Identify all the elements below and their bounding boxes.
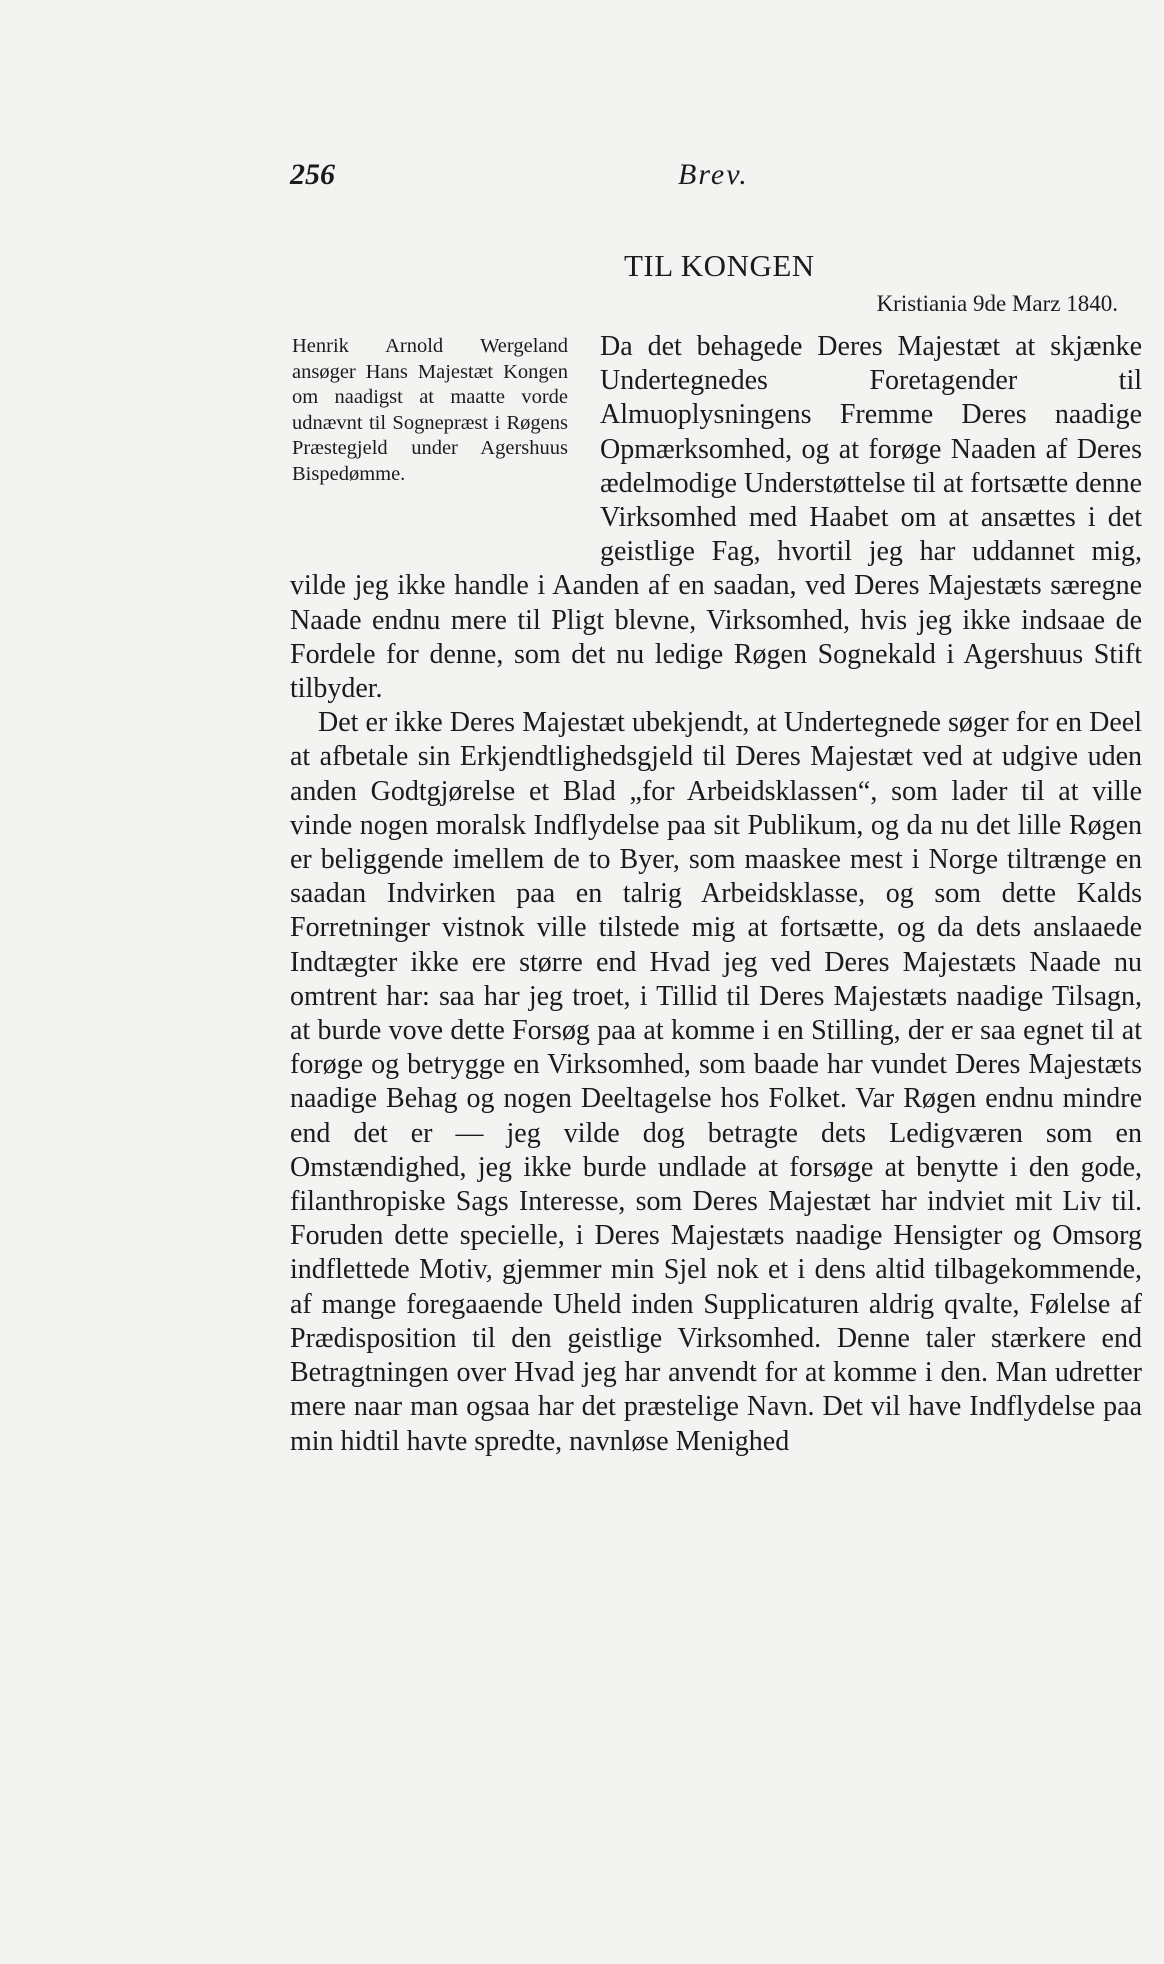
running-head [290,158,1140,198]
paragraph-1: Da det behagede Deres Majestæt at skjænke Undertegnedes Foretagender til Almuoplysningens Fremme Deres naadige Opmærksomhed, og at forøge Naaden af Deres ædelmodige Understøttelse til at fortsætte denne Virksomhed med Haabet om at ansættes i det geistlige Fag, hvortil jeg har uddannet mig, vilde jeg ikke handle i Aanden af en saadan, ved Deres Majestæts særegne Naade endnu mere til Pligt blevne, Virksomhed, hvis jeg ikke indsaae de Fordele for denne, som det nu ledige Røgen Sognekald i Agershuus Stift tilbyder. [290,331,1142,705]
margin-note: Henrik Arnold Wergeland ansøger Hans Majestæt Kongen om naadigst at maatte vorde udnævnt til Sognepræst i Røgens Præstegjeld under Agershuus Bispedømme. [292,335,568,485]
margin-note-space [290,330,600,563]
letter-dateline: Kristiania 9de Marz 1840. [876,291,1118,316]
page-number: 256 [290,158,335,191]
paragraph-2: Det er ikke Deres Majestæt ubekjendt, at Undertegnede søger for en Deel at afbetale sin Erkjendtlighedsgjeld til Deres Majestæt ved at udgive uden anden Godtgjørelse et Blad „for Arbeidsklassen“, som lader til at ville vinde nogen moralsk Indflydelse paa sit Publikum, og da nu det lille Røgen er beliggende imellem de to Byer, som maaskee mest i Norge tiltrænge en saadan Indvirken paa en talrig Arbeidsklasse, og som dette Kalds Forretninger vistnok ville tilstede mig at fortsætte, og da dets anslaaede Indtægter ikke ere større end Hvad jeg ved Deres Majestæts Naade nu omtrent har: saa har jeg troet, i Tillid til Deres Majestæts naadige Tilsagn, at burde vove dette Forsøg paa at komme i en Stilling, der er saa egnet til at forøge og betrygge en Virksomhed, som baade har vundet Deres Majestæts naadige Behag og nogen Deeltagelse hos Folket. Var Røgen endnu mindre end det er — jeg vilde dog betragte dets Ledigværen som en Omstændighed, jeg ikke burde undlade at forsøge at benytte i den gode, filanthropiske Sags Interesse, som Deres Majestæt har indviet mit Liv til. Foruden dette specielle, i Deres Majestæts naadige Hensigter og Omsorg indflettede Motiv, gjemmer min Sjel nok et i dens altid tilbagekommende, af mange foregaaende Uheld inden Supplicaturen aldrig qvalte, Følelse af Prædisposition til den geistlige Virksomhed. Denne taler stærkere end Betragtningen over Hvad jeg har anvendt for at komme i den. Man udretter mere naar man ogsaa har det præstelige Navn. Det vil have Indflydelse paa min hidtil havte spredte, navnløse Menighed [290,707,1142,1457]
letter-body [290,330,1142,1459]
letter-title: TIL KONGEN [624,248,815,283]
running-title: Brev. [678,158,749,191]
